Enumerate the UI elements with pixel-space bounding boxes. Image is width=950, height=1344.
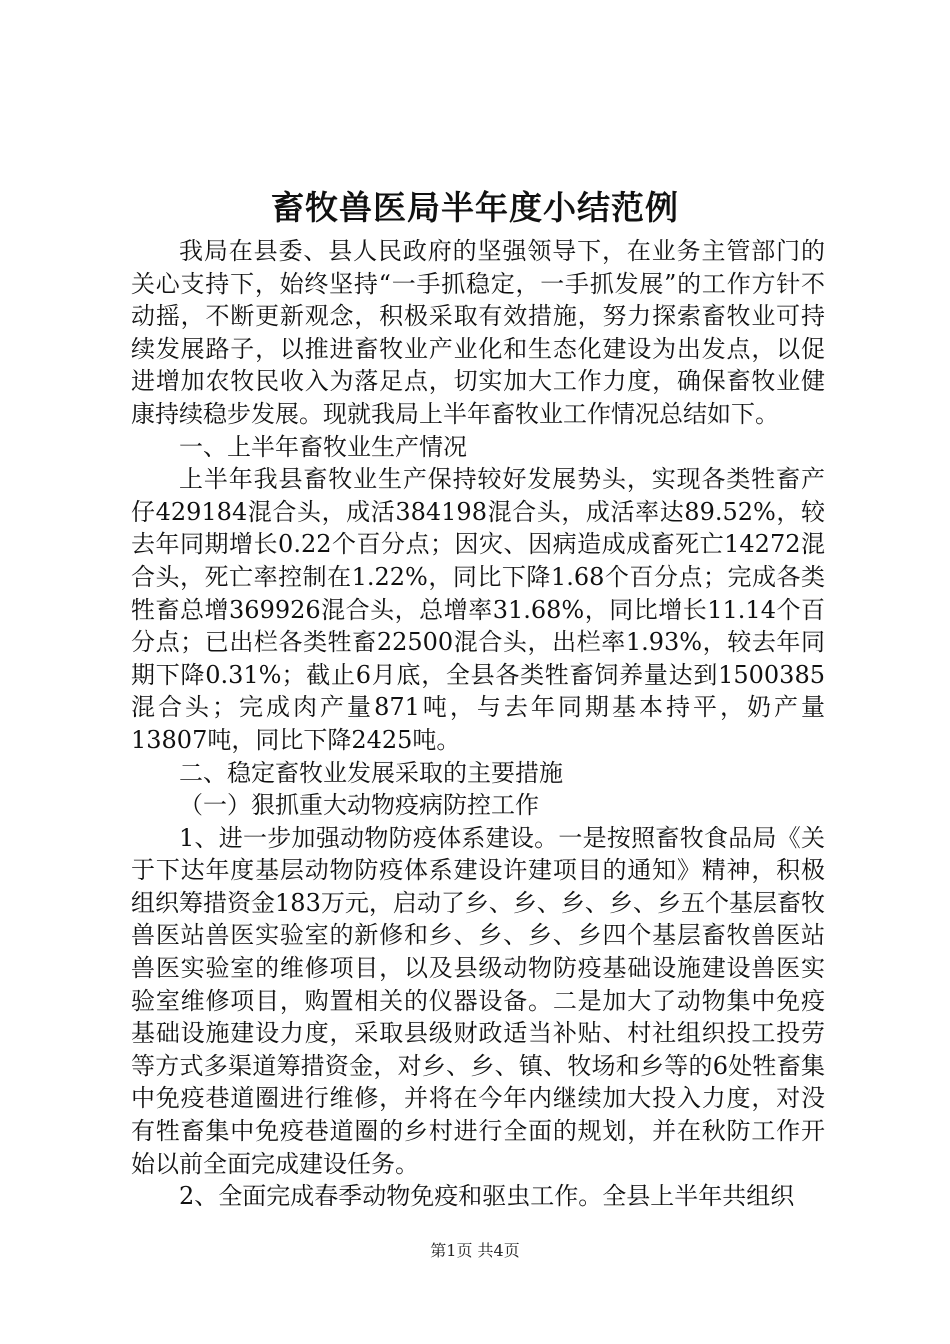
intro-paragraph: 我局在县委、县人民政府的坚强领导下，在业务主管部门的关心支持下，始终坚持“一手抓稳定，一手抓发展”的工作方针不动摇，不断更新观念，积极采取有效措施，努力探索畜牧业可持续发展路子，以推进畜牧业产业化和生态化建设为出发点，以促进增加农牧民收入为落足点，切实加大工作力度，确保畜牧业健康持续稳步发展。现就我局上半年畜牧业工作情况总结如下。 <box>131 237 825 428</box>
section-heading-2: 二、稳定畜牧业发展采取的主要措施 <box>179 758 563 787</box>
section-heading-1: 一、上半年畜牧业生产情况 <box>179 432 467 461</box>
production-paragraph: 上半年我县畜牧业生产保持较好发展势头，实现各类牲畜产仔429184混合头，成活384198混合头，成活率达89.52%，较去年同期增长0.22个百分点；因灾、因病造成成畜死亡14272混合头，死亡率控制在1.22%，同比下降1.68个百分点；完成各类牲畜总增369926混合头，总增率31.68%，同比增长11.14个百分点；已出栏各类牲畜22500混合头，出栏率1.93%，较去年同期下降0.31%；截止6月底，全县各类牲畜饲养量达到1500385混合头；完成肉产量871吨，与去年同期基本持平，奶产量13807吨，同比下降2425吨。 <box>131 465 825 754</box>
document-title: 畜牧兽医局半年度小结范例 <box>271 188 679 227</box>
subsection-heading-1: （一）狠抓重大动物疫病防控工作 <box>179 791 539 820</box>
spring-immunization-paragraph: 2、全面完成春季动物免疫和驱虫工作。全县上半年共组织 <box>179 1182 795 1211</box>
page-footer: 第1页 共4页 <box>430 1241 520 1260</box>
document-body <box>131 235 825 1213</box>
epidemic-prevention-paragraph: 1、进一步加强动物防疫体系建设。一是按照畜牧食品局《关于下达年度基层动物防疫体系建设许建项目的通知》精神，积极组织筹措资金183万元，启动了乡、乡、乡、乡、乡五个基层畜牧兽医站兽医实验室的新修和乡、乡、乡、乡四个基层畜牧兽医站兽医实验室的维修项目，以及县级动物防疫基础设施建设兽医实验室维修项目，购置相关的仪器设备。二是加大了动物集中免疫基础设施建设力度，采取县级财政适当补贴、村社组织投工投劳等方式多渠道筹措资金，对乡、乡、镇、牧场和乡等的6处牲畜集中免疫巷道圈进行维修，并将在今年内继续加大投入力度，对没有牲畜集中免疫巷道圈的乡村进行全面的规划，并在秋防工作开始以前全面完成建设任务。 <box>131 823 825 1178</box>
